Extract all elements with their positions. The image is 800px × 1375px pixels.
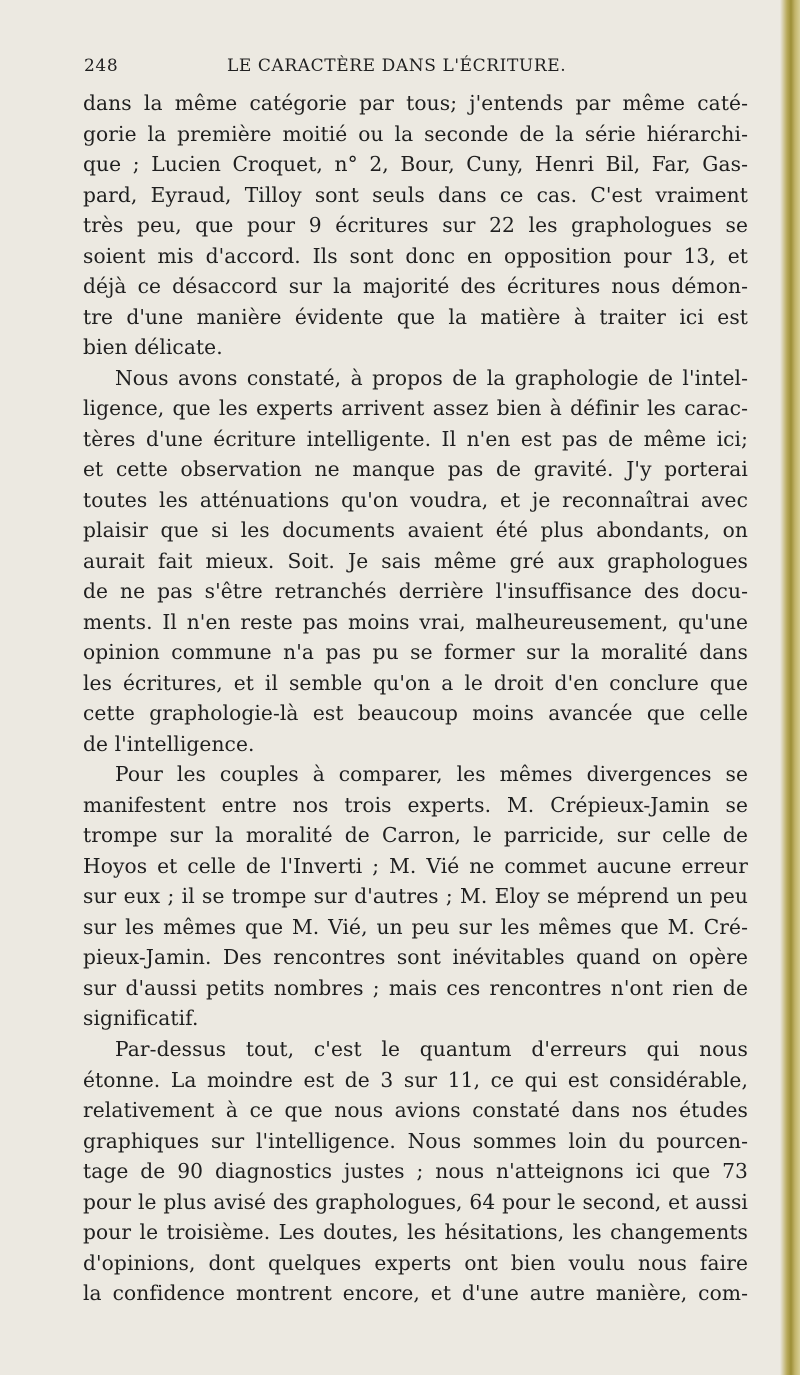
text-line: dans la même catégorie par tous; j'entends par même caté-	[83, 91, 748, 115]
text-line: opinion commune n'a pas pu se former sur la moralité dans	[83, 640, 748, 665]
text-line: pard, Eyraud, Tilloy sont seuls dans ce cas. C'est vraiment	[83, 182, 748, 207]
text-line: la confidence montrent encore, et d'une autre manière, com-	[83, 1281, 748, 1306]
text-line: plaisir que si les documents avaient été plus abondants, on	[83, 518, 748, 543]
text-line: bien délicate.	[83, 335, 223, 360]
text-line: soient mis d'accord. Ils sont donc en opposition pour 13, et	[83, 243, 748, 268]
text-line: relativement à ce que nous avions constaté dans nos études	[83, 1098, 748, 1123]
text-line: cette graphologie-là est beaucoup moins avancée que celle	[83, 701, 748, 726]
text-line: significatif.	[83, 1006, 199, 1031]
text-line: les écritures, et il semble qu'on a le droit d'en conclure que	[83, 670, 748, 695]
text-line: étonne. La moindre est de 3 sur 11, ce qui est considérable,	[83, 1067, 748, 1092]
text-line: sur les mêmes que M. Vié, un peu sur les mêmes que M. Cré-	[83, 914, 748, 939]
text-line: toutes les atténuations qu'on voudra, et je reconnaîtrai avec	[83, 487, 748, 512]
text-line: Hoyos et celle de l'Inverti ; M. Vié ne commet aucune erreur	[83, 853, 748, 878]
text-line: pour le troisième. Les doutes, les hésitations, les changements	[83, 1220, 748, 1245]
text-line: sur eux ; il se trompe sur d'autres ; M. Eloy se méprend un peu	[83, 884, 748, 909]
text-line: pour le plus avisé des graphologues, 64 pour le second, et aussi	[83, 1189, 748, 1214]
text-line: pieux-Jamin. Des rencontres sont inévitables quand on opère	[83, 945, 748, 970]
text-line: ligence, que les experts arrivent assez bien à définir les carac-	[83, 396, 748, 421]
text-line: de l'intelligence.	[83, 731, 255, 756]
text-line: que ; Lucien Croquet, n° 2, Bour, Cuny, Henri Bil, Far, Gas-	[83, 152, 748, 177]
text-line: tage de 90 diagnostics justes ; nous n'atteignons ici que 73	[83, 1159, 748, 1184]
text-line: déjà ce désaccord sur la majorité des écritures nous démon-	[83, 274, 748, 299]
text-line: ments. Il n'en reste pas moins vrai, malheureusement, qu'une	[83, 609, 748, 634]
running-title: LE CARACTÈRE DANS L'ÉCRITURE.	[227, 56, 567, 76]
page-header	[84, 56, 744, 86]
text-line: aurait fait mieux. Soit. Je sais même gré aux graphologues	[83, 548, 748, 573]
text-line: très peu, que pour 9 écritures sur 22 les graphologues se	[83, 213, 748, 238]
text-line: tères d'une écriture intelligente. Il n'en est pas de même ici;	[83, 426, 748, 451]
text-line: Nous avons constaté, à propos de la graphologie de l'intel-	[115, 365, 748, 390]
text-line: Par-dessus tout, c'est le quantum d'erreurs qui nous	[115, 1036, 748, 1061]
text-line: manifestent entre nos trois experts. M. Crépieux-Jamin se	[83, 792, 748, 817]
text-line: Pour les couples à comparer, les mêmes divergences se	[115, 762, 748, 787]
text-line: trompe sur la moralité de Carron, le parricide, sur celle de	[83, 823, 748, 848]
text-line: et cette observation ne manque pas de gravité. J'y porterai	[83, 457, 748, 482]
body-text	[83, 88, 748, 1309]
page-number: 248	[84, 56, 119, 76]
text-line: graphiques sur l'intelligence. Nous sommes loin du pourcen-	[83, 1128, 748, 1153]
text-line: sur d'aussi petits nombres ; mais ces rencontres n'ont rien de	[83, 975, 748, 1000]
page-edge	[780, 0, 800, 1375]
text-line: tre d'une manière évidente que la matière à traiter ici est	[83, 304, 748, 329]
text-line: d'opinions, dont quelques experts ont bien voulu nous faire	[83, 1250, 748, 1275]
text-line: gorie la première moitié ou la seconde de la série hiérarchi-	[83, 121, 748, 146]
text-line: de ne pas s'être retranchés derrière l'insuffisance des docu-	[83, 579, 748, 604]
